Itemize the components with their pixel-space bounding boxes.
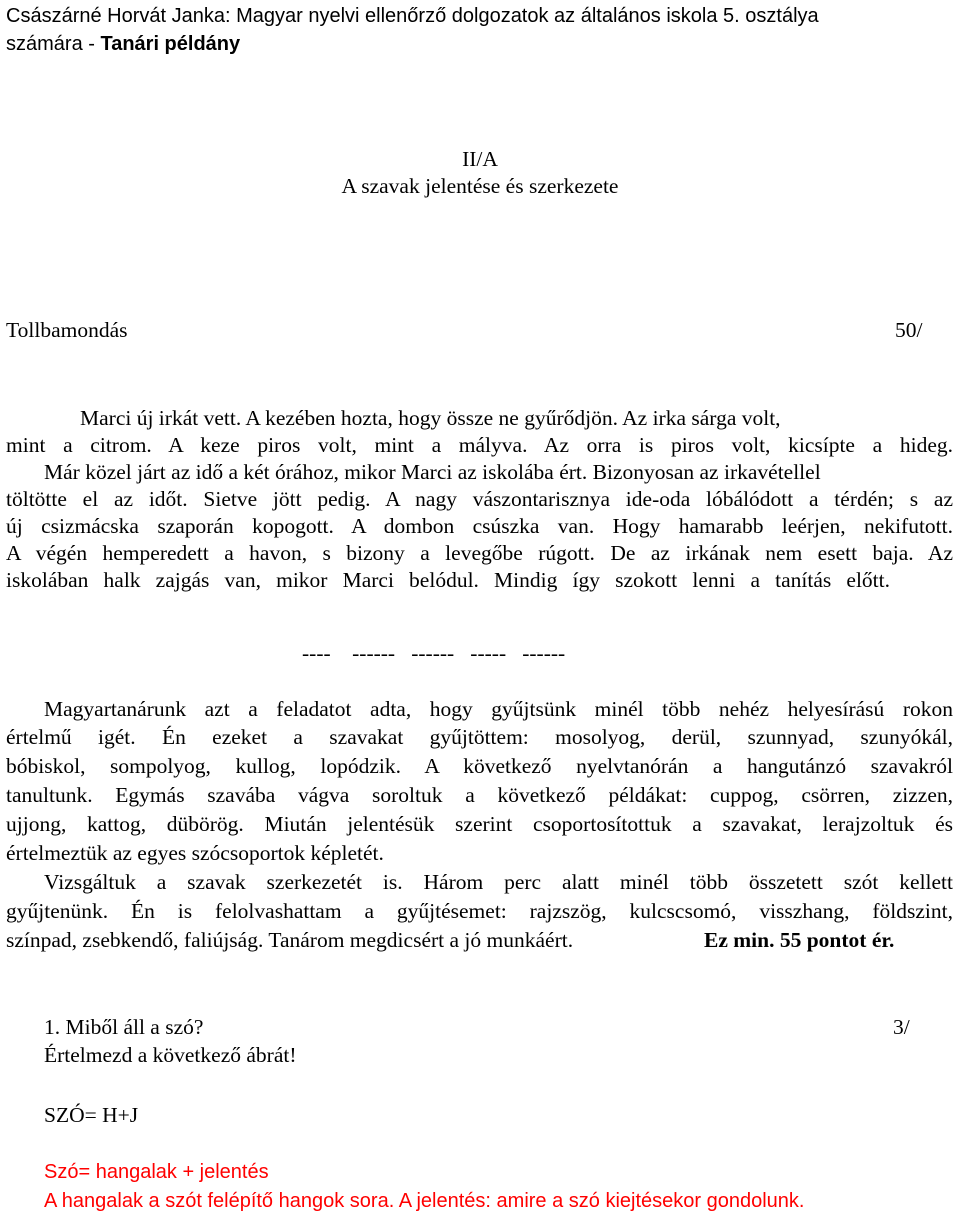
paragraph3-line: gyűjtenünk. Én is felolvashattam a gyűjtésemet: rajzszög, kulcscsomó, visszhang, földszint,: [6, 899, 953, 923]
paragraph1-line: mint a citrom. A keze piros volt, mint a mályva. Az orra is piros volt, kicsípte a hideg.: [6, 433, 953, 457]
answer-line-2: A hangalak a szót felépítő hangok sora. A jelentés: amire a szó kiejtésekor gondolunk.: [44, 1190, 805, 1212]
header-prefix: számára -: [6, 33, 101, 55]
paragraph1-line: Marci új irkát vett. A kezében hozta, hogy össze ne gyűrődjön. Az irka sárga volt,: [80, 406, 781, 430]
paragraph1-line: töltötte el az időt. Sietve jött pedig. A nagy vászontarisznya ide-oda lóbálódott a térdén; s az: [6, 487, 953, 511]
paragraph3-line: színpad, zsebkendő, faliújság. Tanárom megdicsért a jó munkáért.: [6, 928, 574, 952]
header-teacher-copy: Tanári példány: [100, 33, 241, 55]
paragraph1-line: A végén hemperedett a havon, s bizony a levegőbe rúgott. De az irkának nem esett baja. Az: [6, 541, 953, 565]
paragraph2-line: értelmeztük az egyes szócsoportok képletét.: [6, 841, 384, 865]
paragraph1-line: új csizmácska szaporán kopogott. A dombon csúszka van. Hogy hamarabb leérjen, nekifutott.: [6, 514, 953, 538]
paragraph2-line: tanultunk. Egymás szavába vágva soroltuk a következő példákat: cuppog, csörren, zizzen,: [6, 783, 953, 807]
header-line-1: Császárné Horvát Janka: Magyar nyelvi ellenőrző dolgozatok az általános iskola 5. osztálya: [6, 5, 819, 27]
section-title: A szavak jelentése és szerkezete: [341, 174, 619, 198]
paragraph2-line: bóbiskol, sompolyog, kullog, lopódzik. A következő nyelvtanórán a hangutánzó szavakról: [6, 754, 953, 778]
task1-score: 3/: [893, 1015, 910, 1039]
dictation-label: Tollbamondás: [6, 318, 128, 342]
task1-question: 1. Miből áll a szó?: [44, 1015, 204, 1039]
paragraph1-line: Már közel járt az idő a két órához, mikor Marci az iskolába ért. Bizonyosan az irkavétellel: [44, 460, 821, 484]
answer-line-1: Szó= hangalak + jelentés: [44, 1161, 269, 1183]
task1-formula: SZÓ= H+J: [44, 1103, 139, 1127]
paragraph2-line: ujjong, kattog, dübörög. Miután jelentésük szerint csoportosítottuk a szavakat, lerajzoltuk és: [6, 812, 953, 836]
dictation-score: 50/: [895, 318, 923, 342]
separator: ---- ------ ------ ----- ------: [302, 641, 566, 665]
paragraph3-line: Vizsgáltuk a szavak szerkezetét is. Három perc alatt minél több összetett szót kellett: [44, 870, 953, 894]
task1-instruction: Értelmezd a következő ábrát!: [44, 1043, 297, 1067]
section-code: II/A: [462, 147, 498, 171]
paragraph2-line: Magyartanárunk azt a feladatot adta, hogy gyűjtsünk minél több nehéz helyesírású rokon: [44, 697, 953, 721]
header-line-2: [6, 31, 240, 58]
paragraph1-line: iskolában halk zajgás van, mikor Marci belódul. Mindig így szokott lenni a tanítás előtt.: [6, 568, 890, 592]
paragraph2-line: értelmű igét. Én ezeket a szavakat gyűjtöttem: mosolyog, derül, szunnyad, szunyókál,: [6, 725, 953, 749]
min-points: Ez min. 55 pontot ér.: [704, 928, 895, 952]
